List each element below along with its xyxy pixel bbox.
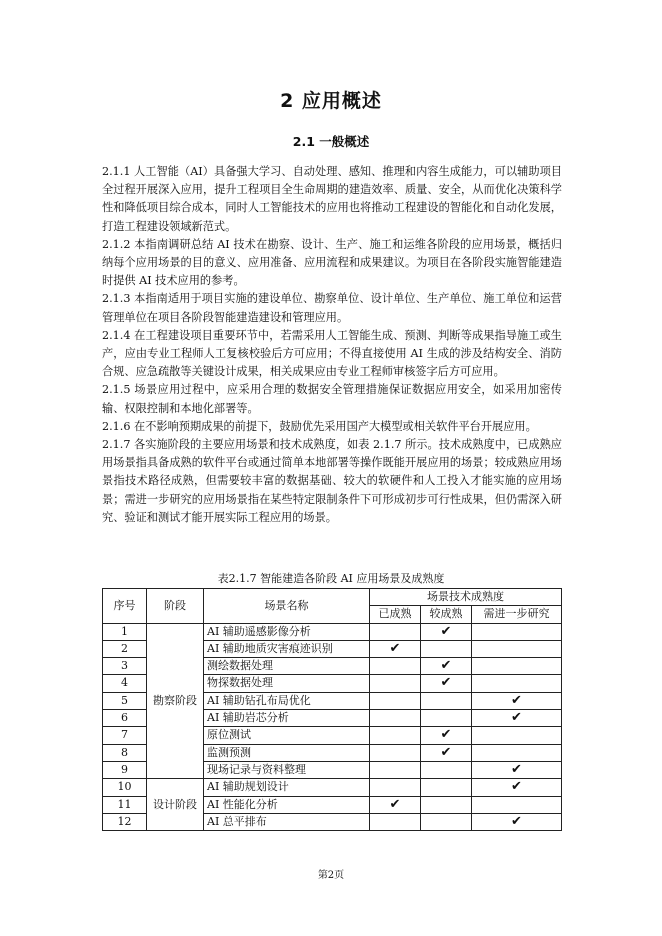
- maturity-cell-fairly-mature: [421, 710, 472, 727]
- row-number: 2: [103, 640, 147, 657]
- maturity-cell-mature: [370, 779, 421, 796]
- check-mark-icon: ✔: [440, 744, 452, 760]
- stage-name: 设计阶段: [147, 779, 204, 831]
- maturity-cell-fairly-mature: [421, 623, 472, 640]
- check-mark-icon: ✔: [511, 761, 522, 777]
- maturity-cell-research: [472, 796, 562, 813]
- scene-name: AI 辅助岩芯分析: [204, 710, 370, 727]
- maturity-cell-research: [472, 710, 562, 727]
- scene-name: 测绘数据处理: [204, 658, 370, 675]
- paragraph-2-1-3: 2.1.3 本指南适用于项目实施的建设单位、勘察单位、设计单位、生产单位、施工单位和运营管理单位在项目各阶段智能建造建设和管理应用。: [102, 292, 562, 324]
- header-mature: 已成熟: [370, 606, 421, 623]
- maturity-cell-research: [472, 692, 562, 709]
- scene-name: AI 辅助地质灾害痕迹识别: [204, 640, 370, 657]
- scene-name: AI 辅助规划设计: [204, 779, 370, 796]
- scene-name: AI 辅助钻孔布局优化: [204, 692, 370, 709]
- paragraph-2-1-2: 2.1.2 本指南调研总结 AI 技术在勘察、设计、生产、施工和运维各阶段的应用场景，概括归纳每个应用场景的目的意义、应用准备、应用流程和成果建议。为项目在各阶段实施智能建造时提供 AI 技术应用的参考。: [102, 237, 562, 288]
- check-mark-icon: ✔: [389, 640, 401, 656]
- row-number: 12: [103, 813, 147, 830]
- check-mark-icon: ✔: [389, 796, 401, 812]
- row-number: 8: [103, 744, 147, 761]
- maturity-cell-fairly-mature: [421, 779, 472, 796]
- maturity-cell-mature: [370, 761, 421, 778]
- table-body: [103, 623, 562, 831]
- scene-name: 原位测试: [204, 727, 370, 744]
- check-mark-icon: ✔: [511, 710, 522, 726]
- paragraph-2-1-7: 2.1.7 各实施阶段的主要应用场景和技术成熟度，如表 2.1.7 所示。技术成熟度中，已成熟应用场景指具备成熟的软件平台或通过简单本地部署等操作既能开展应用的场景；较成熟应用场景指技术路径成熟，但需要较丰富的数据基础、较大的软硬件和人工投入才能实施的应用场景；需进一步研究的应用场景指在某些特定限制条件下可形成初步可行性成果，但仍需深入研究、验证和测试才能开展实际工程应用的场景。: [102, 438, 562, 524]
- row-number: 1: [103, 623, 147, 640]
- check-mark-icon: ✔: [511, 813, 522, 829]
- maturity-cell-research: [472, 640, 562, 657]
- header-fairly-mature: 较成熟: [421, 606, 472, 623]
- scene-name: AI 辅助遥感影像分析: [204, 623, 370, 640]
- maturity-cell-research: [472, 623, 562, 640]
- scene-name: 物探数据处理: [204, 675, 370, 692]
- check-mark-icon: ✔: [440, 623, 452, 639]
- scene-name: AI 性能化分析: [204, 796, 370, 813]
- check-mark-icon: ✔: [440, 675, 452, 691]
- check-mark-icon: ✔: [511, 692, 522, 708]
- row-number: 4: [103, 675, 147, 692]
- maturity-cell-research: [472, 658, 562, 675]
- maturity-cell-research: [472, 675, 562, 692]
- paragraph-2-1-1: 2.1.1 人工智能（AI）具备强大学习、自动处理、感知、推理和内容生成能力，可以辅助项目全过程开展深入应用，提升工程项目全生命周期的建造效率、质量、安全，从而优化决策科学性和降低项目综合成本，同时人工智能技术的应用也将推动工程建设的智能化和自动化发展，打造工程建设领域新范式。: [102, 165, 562, 233]
- table-row: [103, 779, 562, 796]
- row-number: 10: [103, 779, 147, 796]
- maturity-cell-research: [472, 813, 562, 830]
- check-mark-icon: ✔: [440, 658, 452, 674]
- scene-name: AI 总平排布: [204, 813, 370, 830]
- row-number: 5: [103, 692, 147, 709]
- paragraph-2-1-4: 2.1.4 在工程建设项目重要环节中，若需采用人工智能生成、预测、判断等成果指导施工或生产，应由专业工程师人工复核校验后方可应用；不得直接使用 AI 生成的涉及结构安全、消防合规、应急疏散等关键设计成果，相关成果应由专业工程师审核签字后方可应用。: [102, 328, 562, 379]
- maturity-cell-research: [472, 727, 562, 744]
- maturity-cell-mature: [370, 744, 421, 761]
- maturity-cell-fairly-mature: [421, 813, 472, 830]
- table-caption: 表2.1.7 智能建造各阶段 AI 应用场景及成熟度: [217, 572, 445, 585]
- maturity-cell-mature: [370, 710, 421, 727]
- row-number: 7: [103, 727, 147, 744]
- maturity-cell-fairly-mature: [421, 658, 472, 675]
- scene-maturity-table: [102, 588, 562, 831]
- maturity-cell-mature: [370, 796, 421, 813]
- check-mark-icon: ✔: [511, 779, 522, 795]
- table-header-row: [103, 589, 562, 606]
- header-scene: 场景名称: [204, 589, 370, 624]
- maturity-cell-fairly-mature: [421, 796, 472, 813]
- row-number: 3: [103, 658, 147, 675]
- header-no: 序号: [103, 589, 147, 624]
- page-number: 第2页: [317, 870, 345, 881]
- maturity-cell-mature: [370, 813, 421, 830]
- scene-name: 现场记录与资料整理: [204, 761, 370, 778]
- chapter-title: 2 应用概述: [280, 90, 382, 112]
- maturity-cell-mature: [370, 623, 421, 640]
- header-research: 需进一步研究: [472, 606, 562, 623]
- maturity-cell-fairly-mature: [421, 640, 472, 657]
- header-stage: 阶段: [147, 589, 204, 624]
- maturity-cell-fairly-mature: [421, 744, 472, 761]
- maturity-cell-mature: [370, 692, 421, 709]
- maturity-cell-fairly-mature: [421, 727, 472, 744]
- scene-name: 监测预测: [204, 744, 370, 761]
- maturity-cell-fairly-mature: [421, 675, 472, 692]
- maturity-cell-research: [472, 744, 562, 761]
- row-number: 11: [103, 796, 147, 813]
- maturity-cell-mature: [370, 675, 421, 692]
- row-number: 6: [103, 710, 147, 727]
- maturity-cell-research: [472, 761, 562, 778]
- table-row: [103, 623, 562, 640]
- stage-name: 勘察阶段: [147, 623, 204, 779]
- maturity-cell-mature: [370, 658, 421, 675]
- paragraph-2-1-6: 2.1.6 在不影响预期成果的前提下，鼓励优先采用国产大模型或相关软件平台开展应用。: [102, 419, 537, 433]
- maturity-cell-research: [472, 779, 562, 796]
- maturity-cell-mature: [370, 640, 421, 657]
- maturity-cell-fairly-mature: [421, 692, 472, 709]
- maturity-cell-fairly-mature: [421, 761, 472, 778]
- section-title: 2.1 一般概述: [292, 134, 370, 149]
- row-number: 9: [103, 761, 147, 778]
- check-mark-icon: ✔: [440, 727, 452, 743]
- body-text: [102, 163, 562, 527]
- maturity-cell-mature: [370, 727, 421, 744]
- header-maturity: 场景技术成熟度: [370, 589, 562, 606]
- paragraph-2-1-5: 2.1.5 场景应用过程中，应采用合理的数据安全管理措施保证数据应用安全，如采用加密传输、权限控制和本地化部署等。: [102, 383, 562, 415]
